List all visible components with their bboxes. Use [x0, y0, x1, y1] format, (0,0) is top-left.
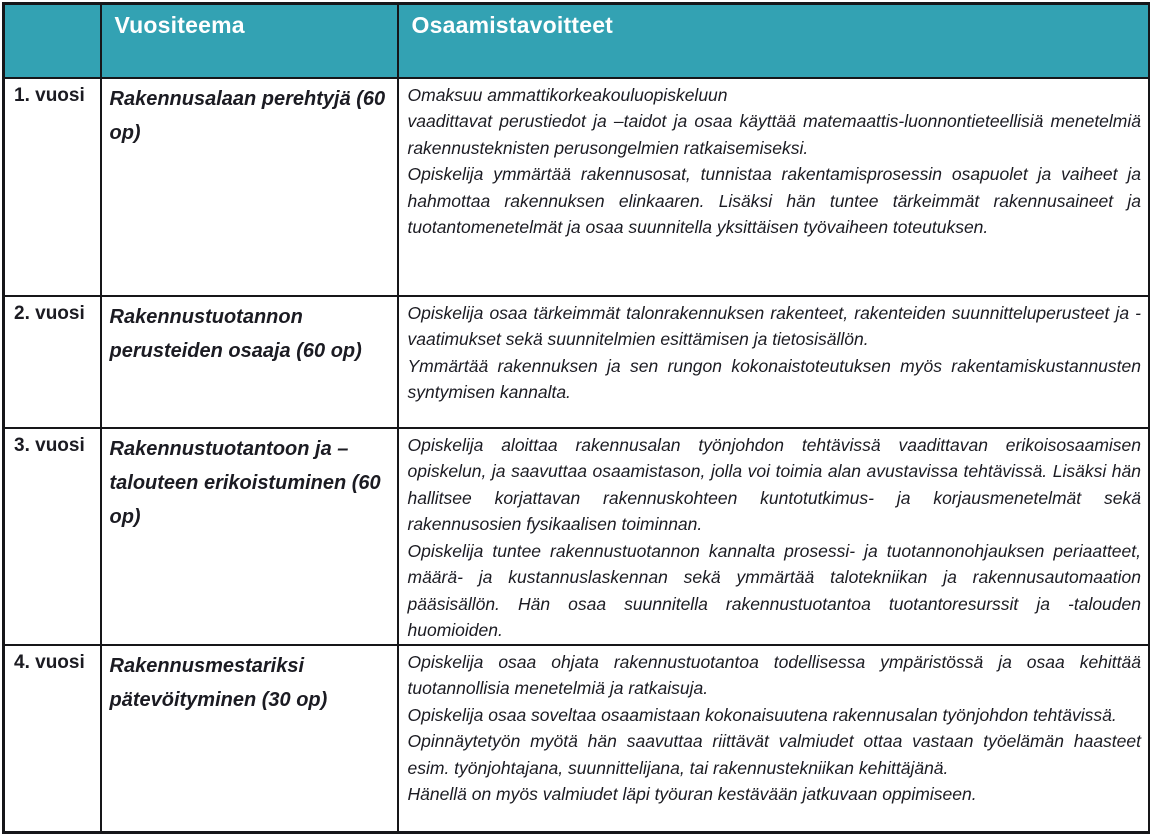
goals-cell: [398, 296, 1150, 428]
goal-paragraph: Opiskelija tuntee rakennustuotannon kannalta prosessi- ja tuotannonohjauksen periaatteet, määrä- ja kustannuslaskennan sekä ymmärtää talotekniikan ja rakennusautomaation pääsisällön. Hän osaa suunnitella rakennustuotantoa tuotantoresurssit ja -talouden huomioiden.: [407, 540, 1141, 640]
year-label: 3. vuosi: [4, 428, 101, 645]
theme-label: Rakennusalaan perehtyjä (60 op): [101, 78, 398, 296]
header-cell-year: [4, 4, 101, 78]
goals-cell: [398, 428, 1150, 645]
theme-label: Rakennustuotannon perusteiden osaaja (60 op): [101, 296, 398, 428]
year-label: 2. vuosi: [4, 296, 101, 428]
goal-paragraph: Opinnäytetyön myötä hän saavuttaa riittävät valmiudet ottaa vastaan työelämän haasteet esim. työnjohtajana, suunnittelijana, tai rakennustekniikan kehittäjänä.: [407, 731, 1141, 778]
goal-paragraph: Opiskelija ymmärtää rakennusosat, tunnistaa rakentamisprosessin osapuolet ja vaiheet ja hahmottaa rakennuksen elinkaaren. Lisäksi hän tuntee tärkeimmät rakennusaineet ja tuotantomenetelmät ja osaa suunnitella yksittäisen työvaiheen toteutuksen.: [407, 164, 1141, 237]
goal-paragraph: Opiskelija osaa tärkeimmät talonrakennuksen rakenteet, rakenteiden suunnitteluperusteet ja -vaatimukset sekä suunnitelmien esittämisen ja tietosisällön.: [407, 302, 1141, 349]
goal-paragraph: Opiskelija aloittaa rakennusalan työnjohdon tehtävissä vaadittavan erikoisosaamisen opiskelun, ja saavuttaa osaamistason, jolla voi toimia alan avustavissa tehtävissä. Lisäksi hän hallitsee korjattavan rakennuskohteen kuntotutkimus- ja korjausmenetelmät sekä rakennusosien fysikaalisen toiminnan.: [407, 434, 1141, 534]
table-row-year-2: [4, 296, 1150, 428]
theme-label: Rakennusmestariksi pätevöityminen (30 op): [101, 645, 398, 833]
header-row: [4, 4, 1150, 78]
theme-label: Rakennustuotantoon ja –talouteen erikoistuminen (60 op): [101, 428, 398, 645]
year-label: 4. vuosi: [4, 645, 101, 833]
curriculum-table: [2, 2, 1150, 834]
table-row-year-4: [4, 645, 1150, 833]
header-cell-osaamistavoitteet: Osaamistavoitteet: [398, 4, 1150, 78]
goal-paragraph: Omaksuu ammattikorkeakouluopiskeluun: [407, 84, 728, 105]
goal-paragraph: Hänellä on myös valmiudet läpi työuran kestävään jatkuvaan oppimiseen.: [407, 784, 977, 804]
goals-cell: [398, 645, 1150, 833]
table-row-year-3: [4, 428, 1150, 645]
table-row-year-1: [4, 78, 1150, 296]
goal-paragraph: Ymmärtää rakennuksen ja sen rungon kokonaistoteutuksen myös rakentamiskustannusten syntymisen kannalta.: [407, 355, 1141, 402]
year-label: 1. vuosi: [4, 78, 101, 296]
header-cell-vuositeema: Vuositeema: [101, 4, 398, 78]
goal-paragraph: Opiskelija osaa soveltaa osaamistaan kokonaisuutena rakennusalan työnjohdon tehtävissä.: [407, 704, 1117, 725]
goal-paragraph: Opiskelija osaa ohjata rakennustuotantoa todellisessa ympäristössä ja osaa kehittää tuotannollisia menetelmiä ja ratkaisuja.: [407, 651, 1141, 698]
goal-paragraph: vaadittavat perustiedot ja –taidot ja osaa käyttää matemaattis-luonnontieteellisiä menetelmiä rakennusteknisten perusongelmien ratkaisemiseksi.: [407, 111, 1141, 158]
goals-cell: [398, 78, 1150, 296]
